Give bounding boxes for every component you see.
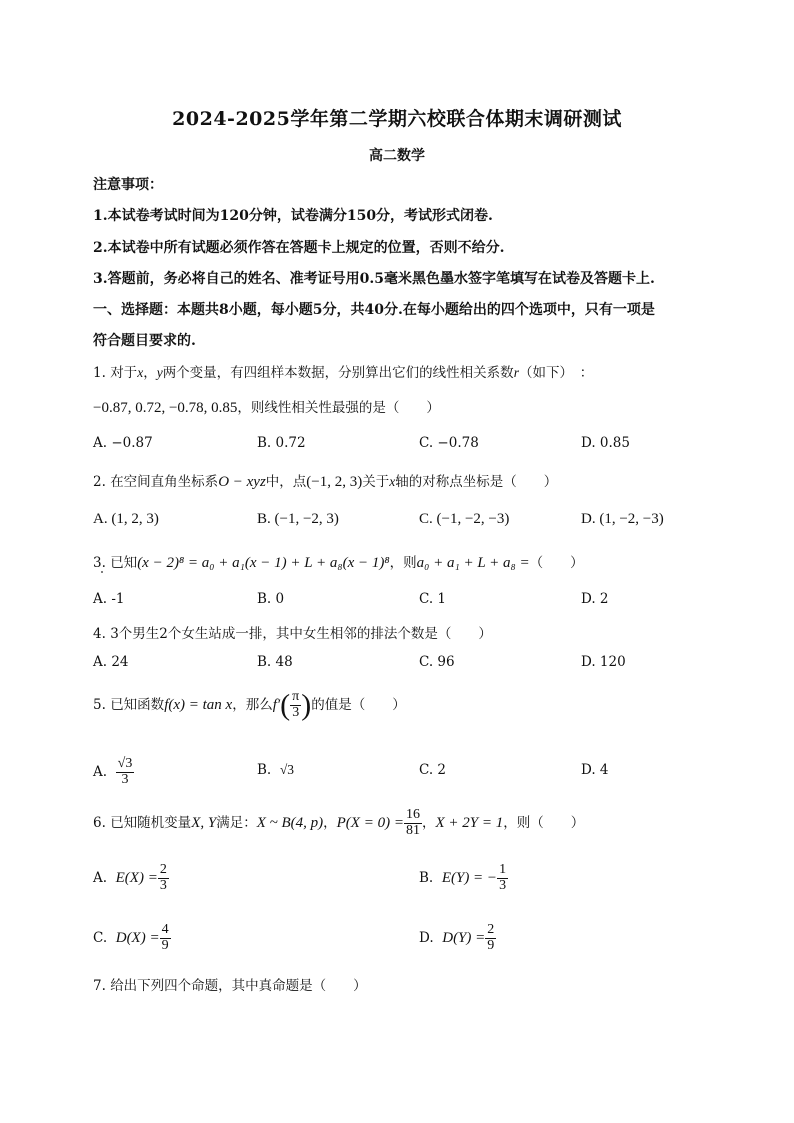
question-1-option-c: C. −0.78 xyxy=(419,435,479,451)
question-2-stem: 2. 在空间直角坐标系O − xyz中，点(−1, 2, 3)关于x轴的对称点坐标是（ ） xyxy=(93,474,558,490)
question-5-stem: 5. 已知函数f(x) = tan x，那么f′( $\frac{\pi}{3}$ )的值是（ ） xyxy=(93,688,406,722)
question-6-option-d: D. D(Y) = $\frac{2}{9}$ xyxy=(419,922,495,953)
section-1-heading-line-2: 符合题目要求的. xyxy=(93,333,196,349)
probability-fraction: $\frac{16}{81}$ xyxy=(405,807,420,838)
notice-item-1: 1.本试卷考试时间为120分钟，试卷满分150分，考试形式闭卷. xyxy=(93,208,493,224)
question-5-option-a: A. $\frac{√3}{3}$ xyxy=(93,756,133,787)
question-1-stem: 1. 对于x，y两个变量，有四组样本数据，分别算出它们的线性相关系数r（如下） ： xyxy=(93,365,594,381)
question-4-option-a: A. 24 xyxy=(93,654,129,670)
question-2-option-d: D. (1, −2, −3) xyxy=(581,511,664,527)
question-5-option-c: C. 2 xyxy=(419,762,447,778)
exam-subject: 高二数学 xyxy=(369,148,425,164)
notice-heading: 注意事项： xyxy=(93,177,163,193)
question-1-option-d: D. 0.85 xyxy=(581,435,630,451)
question-6-option-b: B. E(Y) = − $\frac{1}{3}$ xyxy=(419,862,507,893)
question-3-number: 3. xyxy=(93,555,106,571)
question-2-option-c: C. (−1, −2, −3) xyxy=(419,511,510,527)
question-4-option-d: D. 120 xyxy=(581,654,626,670)
notice-item-3: 3.答题前，务必将自己的姓名、准考证号用0.5毫米黑色墨水签字笔填写在试卷及答题卡上. xyxy=(93,271,655,287)
question-3-stem: 3. 已知(x − 2)⁸ = a₀ + a₁(x − 1) + L + a₈(x − 1)⁸，则a₀ + a₁ + L + a₈ =（ ） xyxy=(93,555,584,571)
notice-item-2: 2.本试卷中所有试题必须作答在答题卡上规定的位置，否则不给分. xyxy=(93,240,505,256)
question-2-option-a: A. (1, 2, 3) xyxy=(93,511,159,527)
stray-dot xyxy=(101,571,103,573)
question-6-stem: 6. 已知随机变量X, Y满足：X ~ B(4, p)，P(X = 0) = $\frac{16}{81}$ ，X + 2Y = 1，则（ ） xyxy=(93,807,585,838)
question-6-option-c: C. D(X) = $\frac{4}{9}$ xyxy=(93,922,169,953)
question-4-option-b: B. 48 xyxy=(257,654,293,670)
question-6-option-a: A. E(X) = $\frac{2}{3}$ xyxy=(93,862,167,893)
question-5-option-b: B. √3 xyxy=(257,762,294,778)
correlation-values: −0.87, 0.72, −0.78, 0.85 xyxy=(93,400,238,416)
question-4-option-c: C. 96 xyxy=(419,654,455,670)
question-1-number: 1. xyxy=(93,365,106,381)
question-1-option-b: B. 0.72 xyxy=(257,435,306,451)
question-1-data-line: −0.87, 0.72, −0.78, 0.85，则线性相关性最强的是（ ） xyxy=(93,400,440,416)
question-6-number: 6. xyxy=(93,815,106,831)
question-5-option-d: D. 4 xyxy=(581,762,609,778)
question-7-stem: 7. 给出下列四个命题，其中真命题是（ ） xyxy=(93,978,367,994)
question-3-option-c: C. 1 xyxy=(419,591,447,607)
question-3-option-d: D. 2 xyxy=(581,591,609,607)
exam-title: 2024-2025学年第二学期六校联合体期末调研测试 xyxy=(172,108,622,130)
question-7-number: 7. xyxy=(93,978,106,994)
section-1-heading-line-1: 一、选择题：本题共8小题，每小题5分，共40分.在每小题给出的四个选项中，只有一项是 xyxy=(93,302,655,318)
question-2-option-b: B. (−1, −2, 3) xyxy=(257,511,339,527)
question-4-number: 4. xyxy=(93,626,106,642)
question-2-number: 2. xyxy=(93,474,106,490)
question-4-stem: 4. 3个男生2个女生站成一排，其中女生相邻的排法个数是（ ） xyxy=(93,626,492,642)
question-1-option-a: A. −0.87 xyxy=(93,435,153,451)
question-3-option-b: B. 0 xyxy=(257,591,285,607)
question-5-number: 5. xyxy=(93,697,106,713)
question-3-option-a: A. -1 xyxy=(93,591,125,607)
pi-over-3-fraction: $\frac{\pi}{3}$ xyxy=(292,689,300,720)
